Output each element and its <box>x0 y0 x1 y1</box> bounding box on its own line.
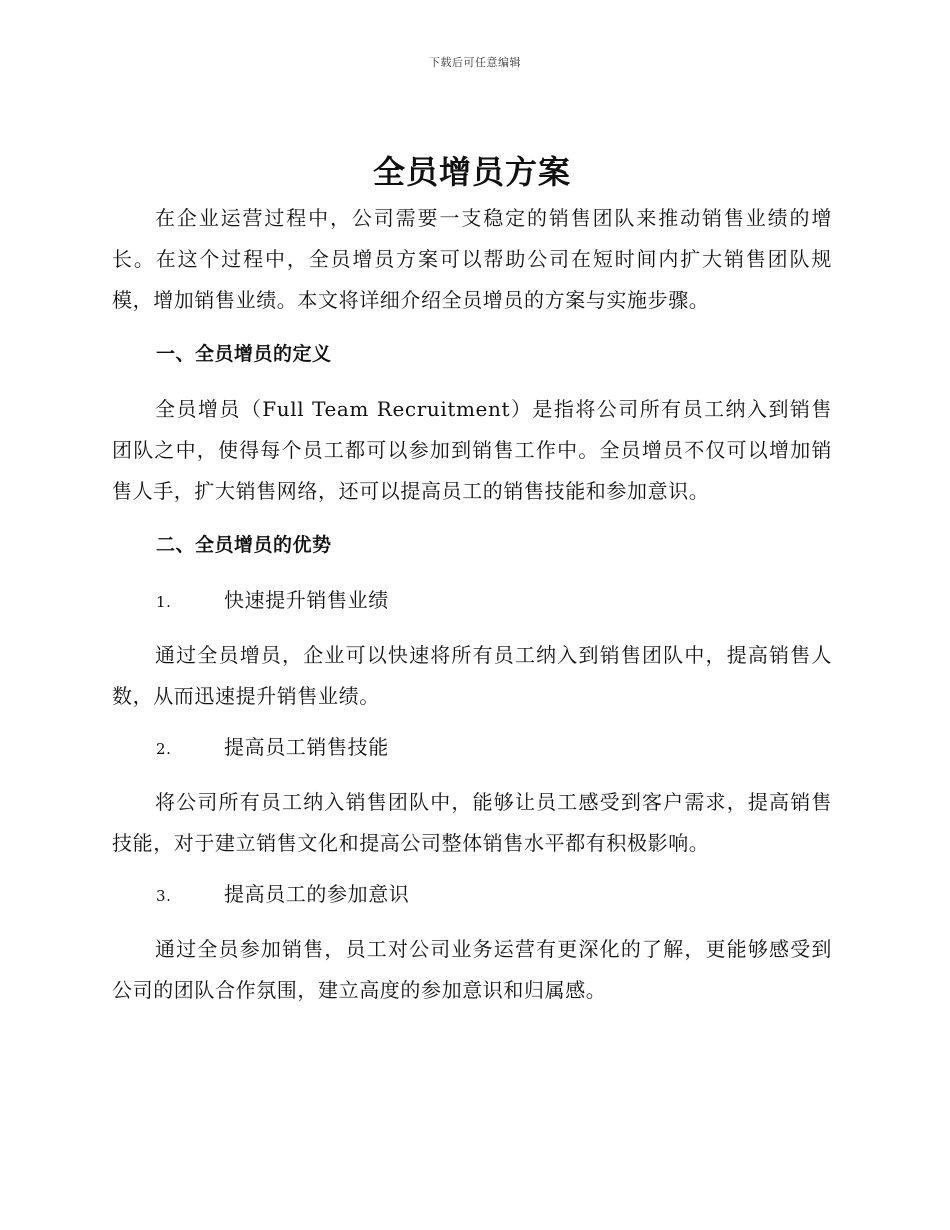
list-item-title: 提高员工销售技能 <box>224 735 389 759</box>
definition-paragraph: 全员增员（Full Team Recruitment）是指将公司所有员工纳入到销售团队之中，使得每个员工都可以参加到销售工作中。全员增员不仅可以增加销售人手，扩大销售网络，还可以提高员工的销售技能和参加意识。 <box>112 397 832 503</box>
list-number: 2. <box>156 740 172 758</box>
document-body <box>112 148 832 1011</box>
list-number: 1. <box>156 593 172 611</box>
advantage-item-1-paragraph: 通过全员增员，企业可以快速将所有员工纳入到销售团队中，提高销售人数，从而迅速提升销售业绩。 <box>112 643 832 708</box>
intro-paragraph: 在企业运营过程中，公司需要一支稳定的销售团队来推动销售业绩的增长。在这个过程中，全员增员方案可以帮助公司在短时间内扩大销售团队规模，增加销售业绩。本文将详细介绍全员增员的方案与实施步骤。 <box>112 206 832 312</box>
advantage-item-1-heading <box>156 580 832 623</box>
page-header: 下载后可任意编辑 <box>429 56 521 69</box>
section-heading-definition: 一、全员增员的定义 <box>156 343 332 365</box>
list-number: 3. <box>156 887 172 905</box>
list-item-title: 快速提升销售业绩 <box>224 588 389 612</box>
advantage-item-2-heading <box>156 727 832 770</box>
section-heading-advantages: 二、全员增员的优势 <box>156 534 332 556</box>
advantage-item-2-paragraph: 将公司所有员工纳入销售团队中，能够让员工感受到客户需求，提高销售技能，对于建立销售文化和提高公司整体销售水平都有积极影响。 <box>112 790 832 855</box>
advantage-item-3-paragraph: 通过全员参加销售，员工对公司业务运营有更深化的了解，更能够感受到公司的团队合作氛围，建立高度的参加意识和归属感。 <box>112 937 832 1002</box>
advantage-item-3-heading <box>156 874 832 917</box>
list-item-title: 提高员工的参加意识 <box>224 882 410 906</box>
document-title: 全员增员方案 <box>372 153 571 191</box>
